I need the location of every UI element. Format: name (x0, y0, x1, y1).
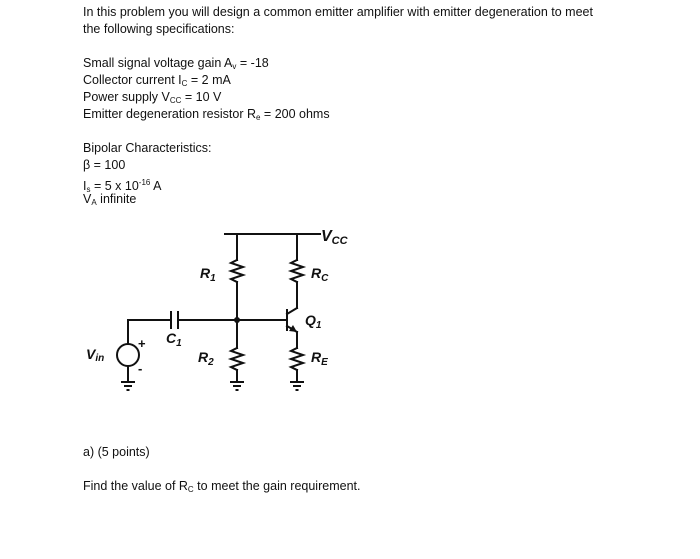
re-ground-icon (290, 382, 304, 390)
bipolar-saturation-current: $I_s = 5$ x $10^{-16}$ A (83, 178, 162, 194)
intro-line-1: In this problem you will design a common emitter amplifier with emitter degeneration to meet (83, 5, 593, 19)
label-rc: $R_C$ (311, 265, 329, 284)
label-c1: $C_1$ (166, 330, 182, 349)
part-a-question: Find the value of $R_C$ to meet the gain requirement. (83, 479, 361, 494)
rc-resistor (291, 260, 303, 282)
circuit-diagram (80, 212, 380, 412)
intro-text (83, 4, 593, 38)
label-re: $R_E$ (311, 349, 328, 368)
label-q1: $Q_1$ (305, 312, 322, 331)
r2-ground-icon (230, 382, 244, 390)
bipolar-beta: β = 100 (83, 158, 126, 172)
r2-resistor (231, 348, 243, 370)
label-vin: Vin (86, 346, 105, 364)
label-r1: $R_1$ (200, 265, 216, 284)
bipolar-heading: Bipolar Characteristics: (83, 141, 212, 155)
label-minus: - (138, 361, 143, 376)
vin-source (117, 344, 139, 366)
label-vcc: VCC (321, 228, 348, 247)
intro-line-2: the following specifications: (83, 22, 235, 36)
spec-emitter-resistor: Emitter degeneration resistor $R_e = 200$ ohms (83, 107, 330, 122)
vin-ground-icon (121, 382, 135, 390)
label-r2: $R_2$ (198, 349, 214, 368)
r1-resistor (231, 260, 243, 282)
re-resistor (291, 348, 303, 370)
spec-power-supply: Power supply $V_{CC} = 10$ V (83, 90, 222, 105)
label-plus: + (138, 336, 146, 351)
base-node-dot (234, 317, 240, 323)
bipolar-early-voltage: $V_A$ infinite (83, 192, 137, 207)
part-a-label: a) (5 points) (83, 445, 150, 459)
spec-gain: Small signal voltage gain $A_v = -18$ (83, 56, 269, 71)
spec-collector-current: Collector current $I_C = 2$ mA (83, 73, 231, 88)
q1-collector (287, 308, 297, 314)
